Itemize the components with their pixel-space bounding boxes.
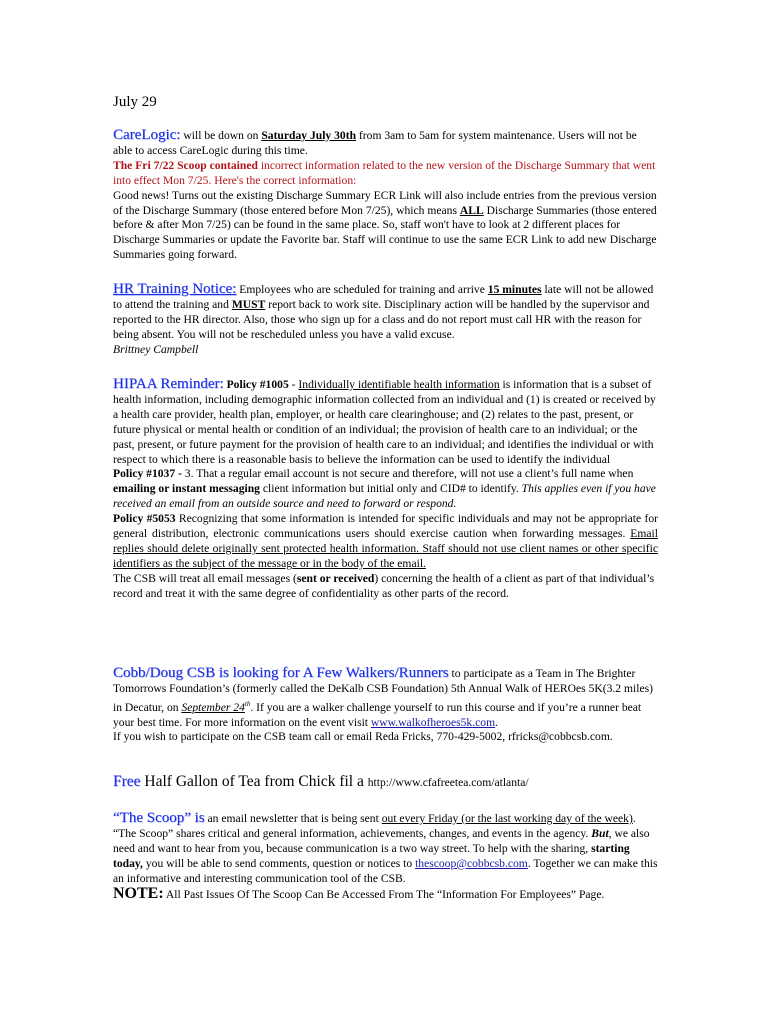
hipaa-text-5c: ) concerning the health of a client as part of that individual’s record and treat it with the same degree of confidentiality as other parts of the record.: [113, 571, 655, 600]
hipaa-section: [113, 377, 658, 602]
scoop-starting: starting today,: [113, 841, 630, 870]
note-heading: NOTE:: [113, 884, 164, 902]
walk-date: September 24: [181, 700, 245, 714]
hipaa-heading: HIPAA Reminder:: [113, 376, 224, 392]
policy-1037: Policy #1037 -: [113, 467, 182, 481]
hr-section: [113, 282, 658, 358]
hr-heading: HR Training Notice:: [113, 281, 237, 297]
hipaa-text-5a: The CSB will treat all email messages (: [113, 571, 297, 585]
scoop-text-2: . “The Scoop” shares critical and general information, achievements, changes, and events in the agency.: [113, 812, 636, 840]
hr-minutes: 15 minutes: [487, 283, 542, 296]
issue-date: July 29: [113, 94, 157, 110]
scoop-section: [113, 811, 658, 902]
correction-heading: The Fri 7/22 Scoop contained: [113, 158, 258, 172]
policy-5053: Policy #5053: [113, 512, 176, 526]
hipaa-dash: -: [288, 378, 299, 391]
walk-text-4: If you wish to participate on the CSB team call or email Reda Fricks, 770-429-5002, rfricks@cobbcsb.com.: [113, 730, 613, 744]
walk-text-1: to participate as a Team in The Brighter Tomorrows Foundation’s (formerly called the DeKalb CSB Foundation) 5th Annual Walk of HEROes 5K(3.2 miles) in Decatur, on: [113, 667, 653, 714]
scoop-text-1: an email newsletter that is being sent: [204, 812, 382, 825]
carelogic-all: ALL: [459, 203, 484, 217]
carelogic-text-3: Good news! Turns out the existing Discharge Summary ECR Link will also include entries from the previous version of the Discharge Summary (those entered before Mon 7/25), which means: [113, 188, 657, 217]
carelogic-text-4: Discharge Summaries (those entered before & after Mon 7/25) can be found in the same place. So, staff won't have to look at 2 different places for Discharge Summaries or update the Favorite bar. Staff will continue to use the same ECR Link to add new Discharge Summaries going forward.: [113, 203, 657, 262]
pii-term: Individually identifiable health information: [298, 378, 500, 391]
walk-text-3: .: [495, 715, 498, 729]
hipaa-text-1: is information that is a subset of health information, including demographic information collected from an individual and (1) is created or received by a health care provider, health plan, employer, or health care clearinghouse; and (2) relates to the past, present, or future physical or mental health or condition of an individual; the provision of health care to an individual; or the past, present, or future payment for the provision of health care to an individual; and identifies the individual or with respect to which there is a reasonable basis to believe the information can be used to identify the individual: [113, 378, 656, 466]
walk-text-2: . If you are a walker challenge yourself to run this course and if you’re a runner beat your best time. For more information on the event visit: [113, 700, 642, 729]
walk-heading: Cobb/Doug CSB is looking for A Few Walkers/Runners: [113, 665, 449, 681]
carelogic-section: [113, 128, 658, 263]
hipaa-text-4-underline: Email replies should delete originally sent protected health information. Staff should not use client names or other specific identifiers as the subject of the message or in the body of the email.: [113, 527, 658, 570]
hipaa-text-4: Recognizing that some information is intended for specific individuals and may not be appropriate for general distribution, electronic communications users should exercise caution when forwarding messages.: [113, 512, 658, 541]
hr-must: MUST: [231, 297, 266, 311]
scoop-email-link[interactable]: thescoop@cobbcsb.com: [415, 856, 528, 870]
scoop-heading: “The Scoop” is: [113, 810, 205, 826]
hr-signature: Brittney Campbell: [113, 342, 199, 356]
carelogic-text-2: from 3am to 5am for system maintenance. Users will not be able to access CareLogic during this time.: [113, 129, 637, 157]
tea-url[interactable]: http://www.cfafreetea.com/atlanta/: [367, 776, 529, 789]
hipaa-sent-received: sent or received: [296, 571, 375, 585]
scoop-text-1-underline: out every Friday (or the last working day of the week): [381, 812, 633, 825]
note-text: All Past Issues Of The Scoop Can Be Accessed From The “Information For Employees” Page.: [163, 887, 605, 901]
walk-website-link[interactable]: www.walkofheroes5k.com: [370, 715, 496, 729]
hipaa-text-3-italic: This applies even if you have received an email from an outside source and need to forward or respond.: [113, 482, 656, 511]
policy-1005: Policy #1005: [223, 378, 289, 391]
carelogic-text-1: will be down on: [183, 129, 262, 142]
hr-text-1: Employees who are scheduled for training and arrive: [236, 283, 488, 296]
hipaa-text-2: 3. That a regular email account is not secure and therefore, will not use a client’s full name when: [181, 467, 634, 481]
hr-text-2: late will not be allowed to attend the training and: [113, 283, 654, 311]
walk-date-suffix: th: [244, 699, 251, 708]
hipaa-emailing: emailing or instant messaging: [113, 482, 260, 496]
scoop-text-3: , we also need and want to hear from you, because communication is a two way street. To help with the sharing,: [113, 826, 650, 855]
scoop-but: But: [591, 826, 609, 840]
hr-text-3: report back to work site. Disciplinary action will be handled by the supervisor and reported to the HR director. Also, those who sign up for a class and do not report must call HR with the reason for being absent. You will not be rescheduled unless you have a valid excuse.: [113, 297, 650, 341]
carelogic-date: Saturday July 30th: [261, 129, 357, 142]
tea-section: [113, 775, 658, 791]
tea-free: Free: [113, 773, 141, 790]
correction-text: incorrect information related to the new version of the Discharge Summary that went into effect Mon 7/25. Here's the correct information:: [113, 158, 656, 187]
walk-section: [113, 666, 658, 745]
policy-5053-paragraph: [113, 512, 658, 572]
scoop-text-4: you will be able to send comments, question or notices to: [142, 856, 416, 870]
scoop-text-5: . Together we can make this an informative and interesting communication tool of the CSB.: [113, 856, 658, 885]
tea-text: Half Gallon of Tea from Chick fil a: [140, 773, 368, 790]
hipaa-text-3: client information but initial only and CID# to identify.: [259, 482, 522, 496]
carelogic-heading: CareLogic:: [113, 127, 181, 143]
